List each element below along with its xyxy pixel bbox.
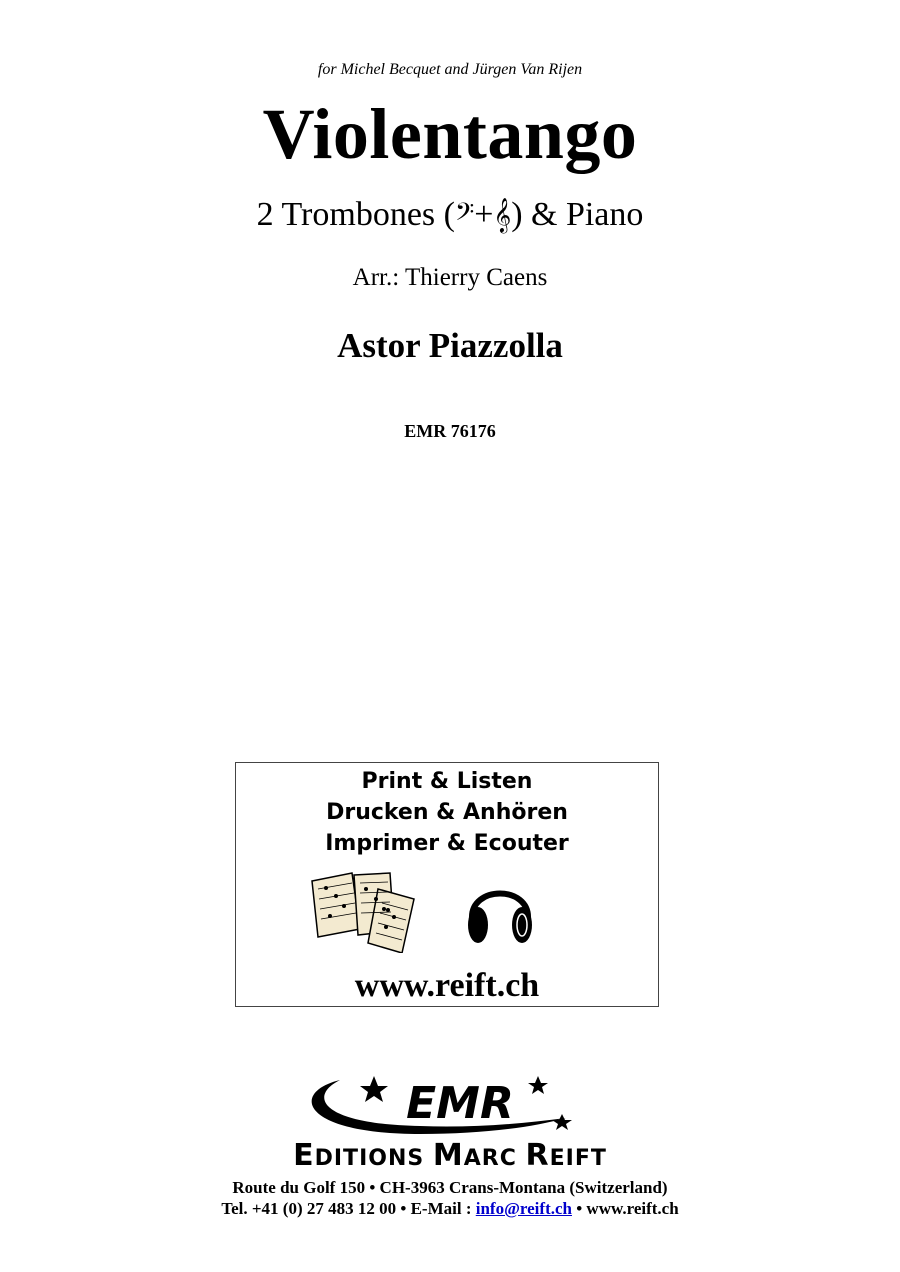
instrumentation-before: 2 Trombones ( [256,196,455,233]
email-link[interactable]: info@reift.ch [475,1199,572,1218]
instrumentation [0,196,900,234]
catalog-number: EMR 76176 [404,421,496,441]
dedication: for Michel Becquet and Jürgen Van Rijen [317,61,583,78]
headphones-icon [464,871,536,951]
emr-logo-text: EMR [406,1078,514,1129]
publisher-name [0,1138,900,1173]
publisher-initial-r: R [525,1138,550,1173]
footer-address: Route du Golf 150 • CH-3963 Crans-Montana (Switzerland) [232,1178,668,1197]
publisher-word-reift: EIFT [549,1146,607,1171]
print-listen-line-fr: Imprimer & Ecouter [325,831,569,856]
treble-clef-icon: 𝄞 [493,198,512,233]
publisher-initial-m: M [432,1138,464,1173]
print-listen-box [235,762,659,1007]
publisher-initial-e: E [293,1138,315,1173]
bass-clef-icon: 𝄢 [454,198,475,233]
print-listen-line-de: Drucken & Anhören [326,800,568,825]
footer-tel: Tel. +41 (0) 27 483 12 00 • E-Mail : [221,1199,476,1218]
sheet-music-icon [308,869,420,953]
arranger: Arr.: Thierry Caens [352,264,548,291]
emr-logo [300,1072,580,1144]
print-listen-line-en: Print & Listen [361,769,533,794]
page-title: Violentango [262,94,638,174]
footer-contact [0,1199,900,1219]
footer-web: • www.reift.ch [571,1199,679,1218]
print-box-website: www.reift.ch [354,967,540,1004]
publisher-word-editions: DITIONS [314,1146,433,1171]
instrumentation-after: ) & Piano [511,196,644,233]
composer: Astor Piazzolla [337,326,563,365]
instrumentation-plus: + [474,196,494,233]
publisher-word-marc: ARC [463,1146,526,1171]
